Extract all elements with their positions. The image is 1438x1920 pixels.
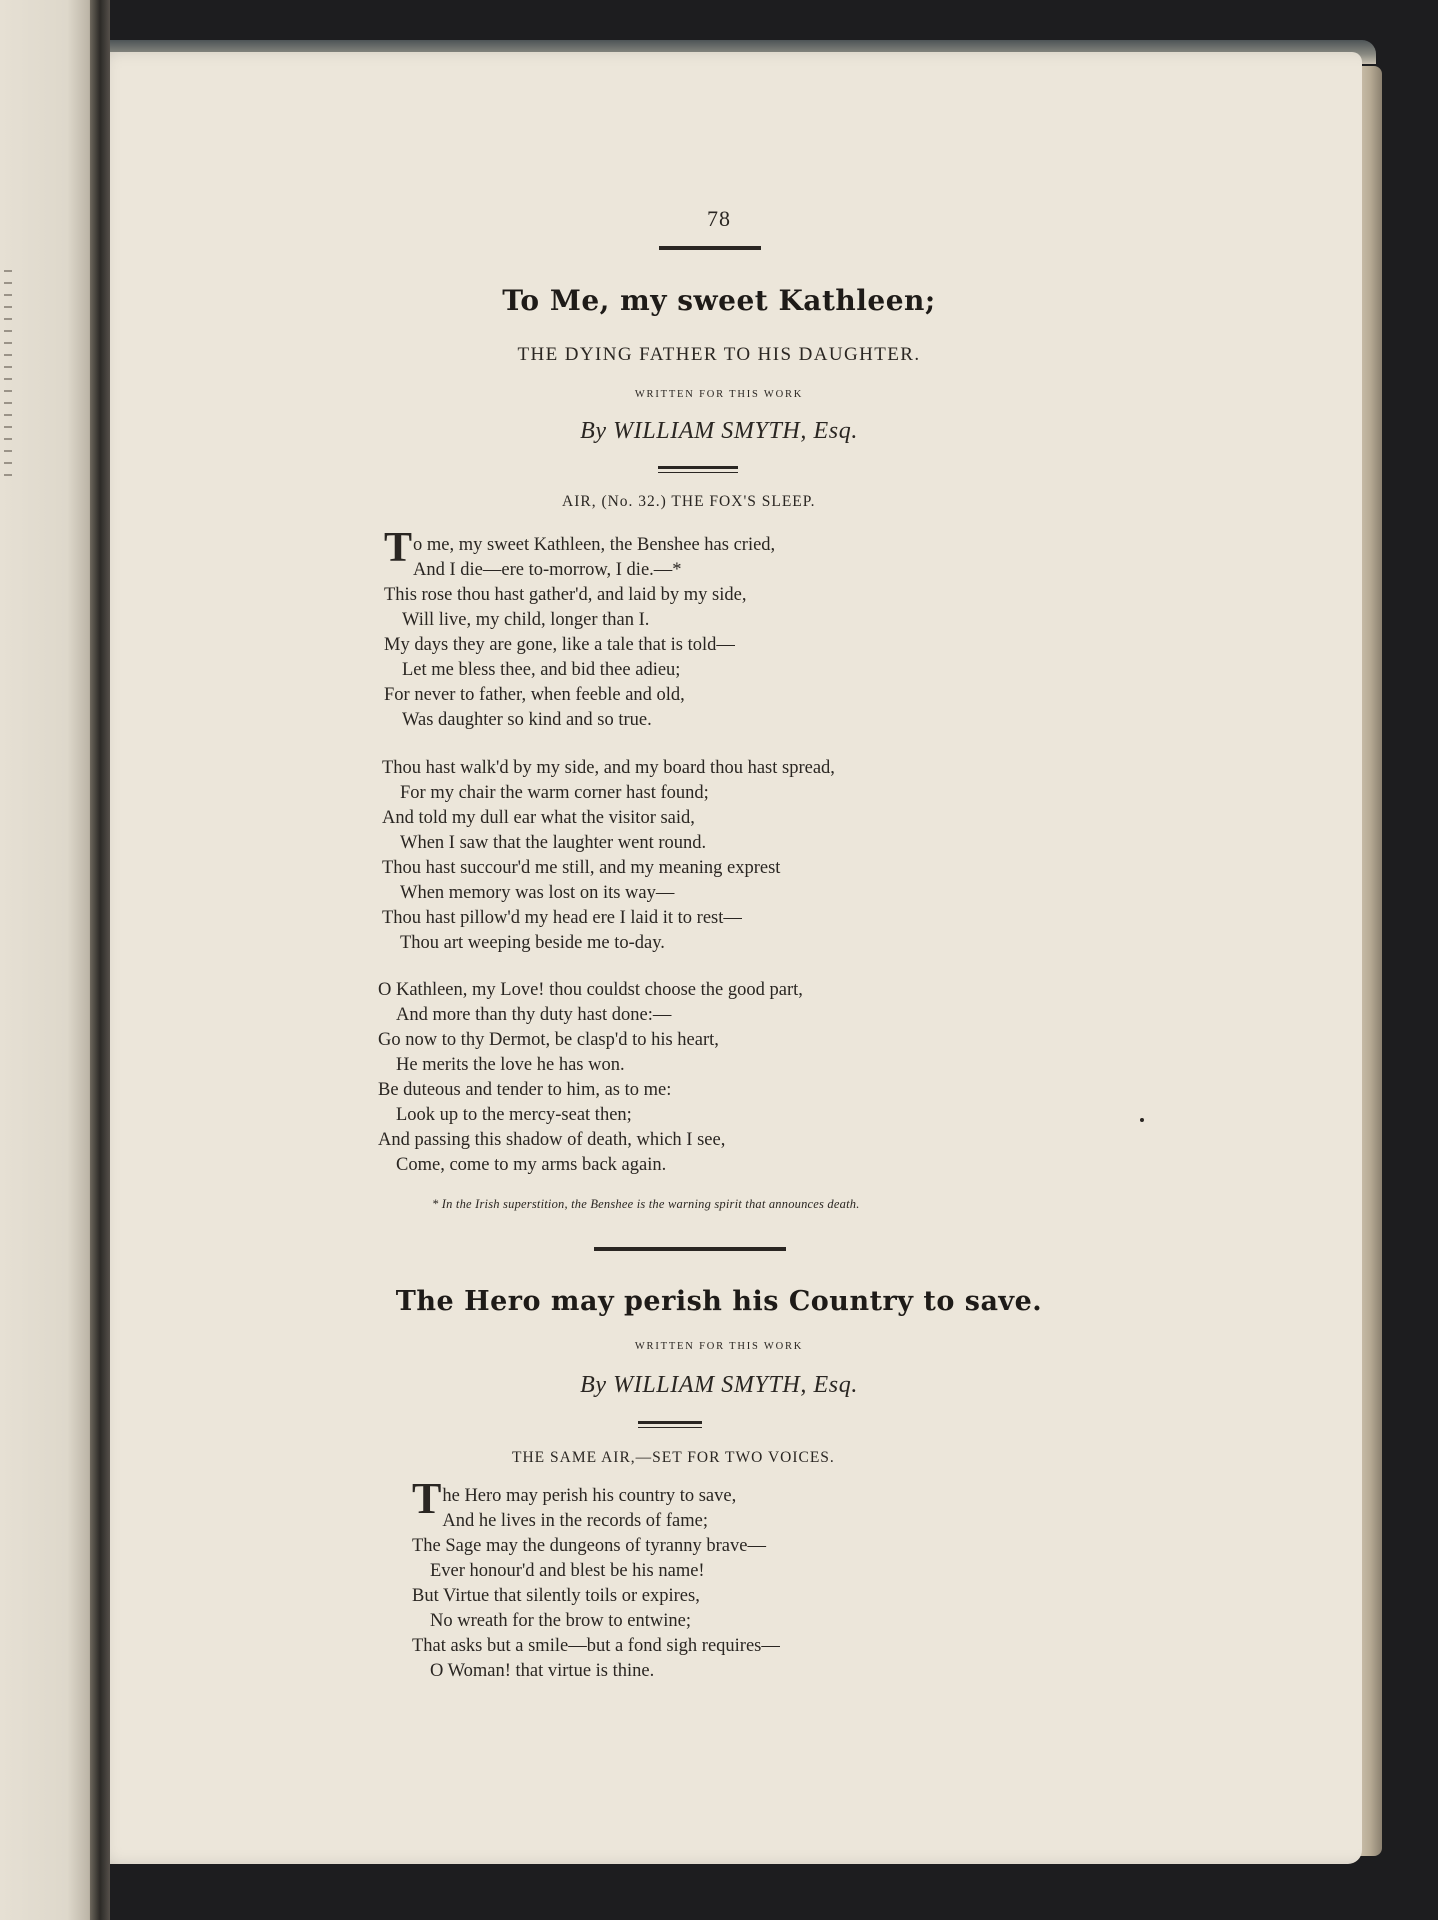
verse-line: My days they are gone, like a tale that is told— — [384, 635, 735, 655]
verse-line: Come, come to my arms back again. — [396, 1155, 667, 1175]
verse-line: For my chair the warm corner hast found; — [400, 783, 709, 803]
verse-line: And more than thy duty hast done:— — [396, 1005, 672, 1025]
verse-line: Thou hast walk'd by my side, and my board thou hast spread, — [382, 758, 835, 778]
song2-written-for: WRITTEN FOR THIS WORK — [634, 1341, 804, 1352]
song2-air: THE SAME AIR,—SET FOR TWO VOICES. — [512, 1449, 835, 1466]
verse-line: That asks but a smile—but a fond sigh requires— — [412, 1636, 780, 1656]
song1-subtitle: THE DYING FATHER TO HIS DAUGHTER. — [517, 344, 921, 365]
verse-line: And passing this shadow of death, which I see, — [378, 1130, 726, 1150]
verse-line: When I saw that the laughter went round. — [400, 833, 707, 853]
song1-stanza-3 — [378, 978, 803, 1178]
song2-title: The Hero may perish his Country to save. — [395, 1286, 1043, 1317]
verse-line: Will live, my child, longer than I. — [402, 610, 650, 630]
song1-air: AIR, (No. 32.) THE FOX'S SLEEP. — [562, 493, 816, 510]
song1-byline-rule — [658, 466, 738, 469]
song2-byline: By WILLIAM SMYTH, Esq. — [580, 1372, 858, 1398]
verse-line: Look up to the mercy-seat then; — [396, 1105, 632, 1125]
drop-capital: T — [412, 1474, 442, 1523]
verse-line: The Sage may the dungeons of tyranny brave— — [412, 1536, 766, 1556]
verse-line: And he lives in the records of fame; — [442, 1511, 708, 1531]
verse-line: Thou art weeping beside me to-day. — [400, 933, 665, 953]
verse-line: And told my dull ear what the visitor said, — [382, 808, 695, 828]
page-number: 78 — [707, 206, 731, 231]
verse-line: And I die—ere to-morrow, I die.—* — [413, 560, 682, 580]
song2-byline-rule-lower — [638, 1427, 702, 1428]
verse-line: No wreath for the brow to entwine; — [430, 1611, 691, 1631]
song1-written-for: WRITTEN FOR THIS WORK — [634, 389, 804, 400]
song1-stanza-2 — [382, 756, 835, 956]
drop-capital: T — [384, 525, 413, 571]
section-divider-rule — [594, 1247, 786, 1251]
song1-stanza-1 — [384, 525, 776, 733]
verse-line: He merits the love he has won. — [396, 1055, 625, 1075]
ink-speck — [1140, 1118, 1144, 1122]
verse-line: O Kathleen, my Love! thou couldst choose the good part, — [378, 980, 803, 1000]
verse-line: Ever honour'd and blest be his name! — [430, 1561, 705, 1581]
song1-footnote: * In the Irish superstition, the Benshee is the warning spirit that announces death. — [432, 1197, 860, 1211]
verse-line: Be duteous and tender to him, as to me: — [378, 1080, 672, 1100]
song1-byline-rule-lower — [658, 472, 738, 473]
verse-line: Let me bless thee, and bid thee adieu; — [402, 660, 681, 680]
verse-line: When memory was lost on its way— — [400, 883, 675, 903]
verse-line: For never to father, when feeble and old, — [384, 685, 685, 705]
song2-stanza — [412, 1474, 780, 1684]
song2-byline-rule — [638, 1421, 702, 1424]
song1-byline: By WILLIAM SMYTH, Esq. — [580, 418, 858, 444]
verse-line: O Woman! that virtue is thine. — [430, 1661, 655, 1681]
page-number-rule — [659, 246, 761, 250]
song1-title: To Me, my sweet Kathleen; — [502, 284, 936, 317]
verse-line: Was daughter so kind and so true. — [402, 710, 652, 730]
verse-line: But Virtue that silently toils or expires, — [412, 1586, 700, 1606]
verse-line: Thou hast pillow'd my head ere I laid it to rest— — [382, 908, 742, 928]
verse-line: This rose thou hast gather'd, and laid by my side, — [384, 585, 747, 605]
verse-line-text: o me, my sweet Kathleen, the Benshee has cried, — [413, 535, 776, 555]
verse-line: Go now to thy Dermot, be clasp'd to his heart, — [378, 1030, 719, 1050]
verse-line-text: he Hero may perish his country to save, — [442, 1486, 737, 1506]
verse-line: Thou hast succour'd me still, and my meaning exprest — [382, 858, 781, 878]
